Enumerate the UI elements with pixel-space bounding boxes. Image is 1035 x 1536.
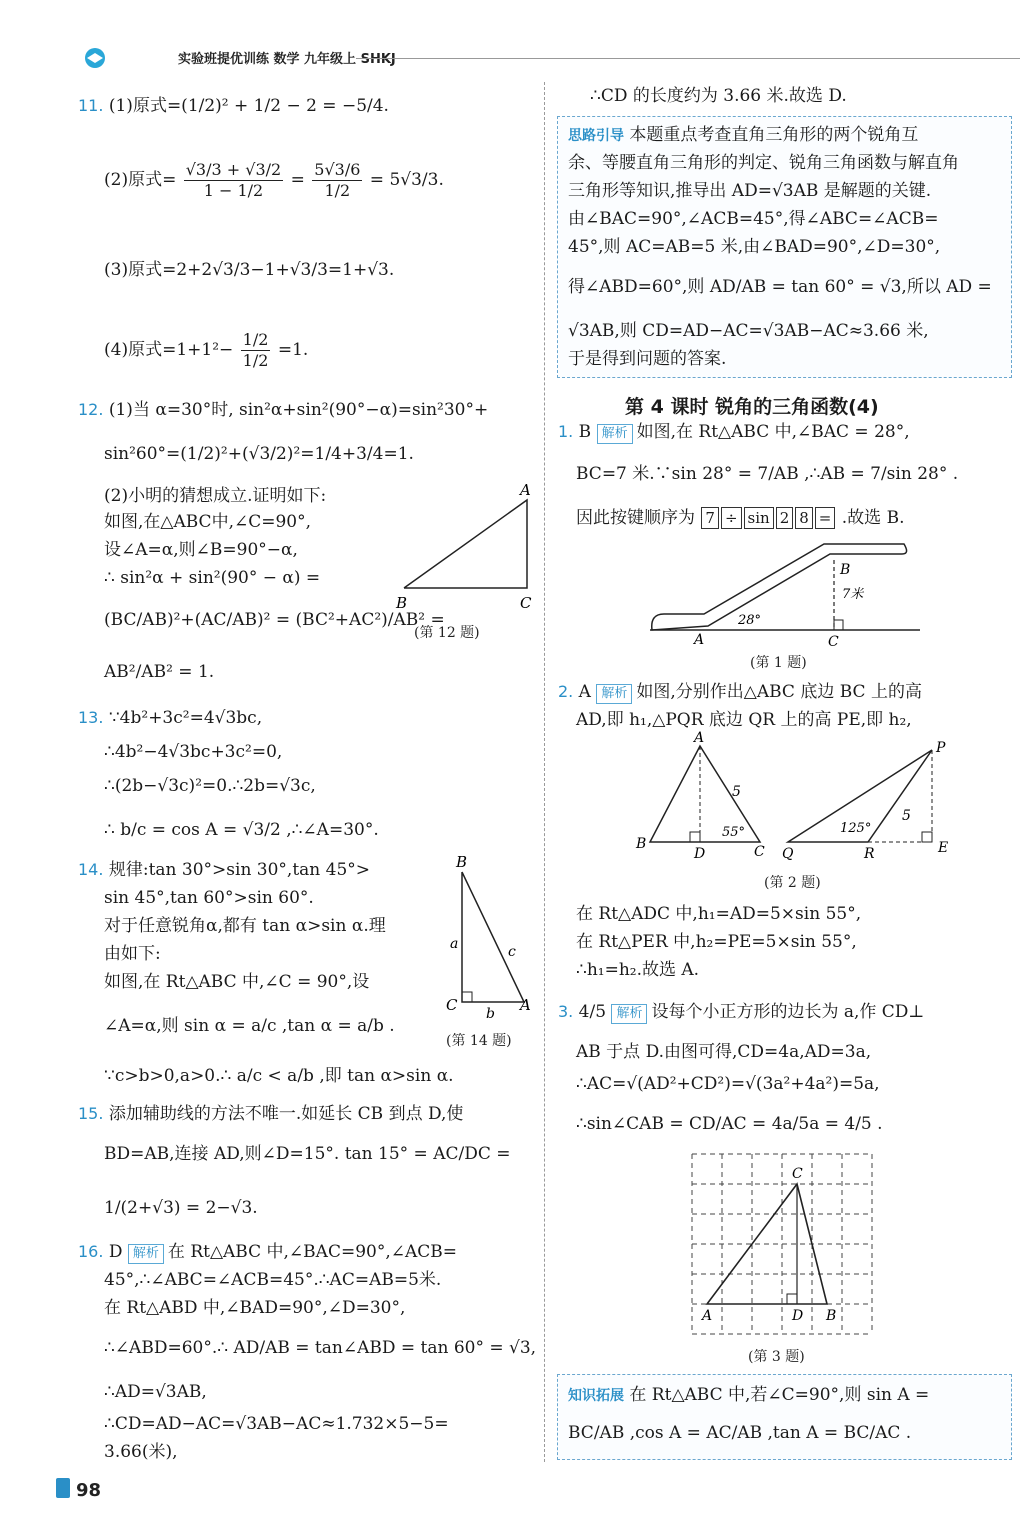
q2-caption: (第 2 题) (764, 875, 821, 891)
q12-line4: 如图,在△ABC中,∠C=90°, (104, 512, 312, 532)
q16-line2: 45°,∴∠ABC=∠ACB=45°.∴AC=AB=5米. (104, 1270, 442, 1290)
svg-text:A: A (520, 996, 531, 1014)
svg-text:b: b (486, 1006, 495, 1022)
ext-line2: BC/AB ,cos A = AC/AB ,tan A = BC/AC . (568, 1423, 912, 1443)
svg-text:B: B (456, 853, 468, 871)
svg-text:B: B (826, 1308, 837, 1324)
svg-text:7米: 7米 (842, 587, 864, 602)
svg-text:B: B (840, 562, 851, 578)
svg-text:C: C (828, 634, 839, 648)
svg-text:B: B (636, 836, 647, 852)
svg-text:5: 5 (902, 808, 911, 824)
q3-caption: (第 3 题) (748, 1349, 805, 1365)
header-rule (356, 58, 1020, 59)
svg-text:A: A (702, 1308, 713, 1324)
r-q1-line1: 1. B 解析 如图,在 Rt△ABC 中,∠BAC = 28°, (558, 422, 910, 442)
q3-grid-figure (688, 1150, 878, 1340)
svg-text:a: a (450, 936, 459, 952)
lesson-title: 第 4 课时 锐角的三角函数(4) (625, 396, 879, 418)
q16-line6: ∴CD=AD−AC=√3AB−AC≈1.732×5−5= (104, 1414, 449, 1434)
r-q2-line4: 在 Rt△PER 中,h₂=PE=5×sin 55°, (576, 932, 857, 952)
q12-line3: (2)小明的猜想成立.证明如下: (104, 486, 327, 506)
q14-line6: ∠A=α,则 sin α = a/c ,tan α = a/b . (104, 1016, 395, 1036)
q15-line1: 15. 添加辅助线的方法不唯一.如延长 CB 到点 D,使 (78, 1104, 464, 1124)
q16-line3: 在 Rt△ABD 中,∠BAD=90°,∠D=30°, (104, 1298, 406, 1318)
svg-text:B: B (396, 594, 408, 612)
svg-text:5: 5 (732, 784, 741, 800)
q11-part2: (2)原式= $\frac{√3/3 + √3/2}{1 - 1/2}$ = $\frac{5√3/6}{1/2}$ = 5√3/3. (104, 160, 444, 200)
key-2: 2 (776, 507, 794, 529)
key-equals: = (815, 507, 836, 529)
series-title: 实验班提优训练 数学 九年级上 SHKJ (178, 52, 396, 67)
hint-line3: 三角形等知识,推导出 AD=√3AB 是解题的关键. (568, 181, 932, 201)
r-q2-line1: 2. A 解析 如图,分别作出△ABC 底边 BC 上的高 (558, 682, 922, 702)
svg-text:A: A (520, 481, 531, 499)
svg-text:P: P (936, 740, 946, 756)
q1-escalator-figure (644, 534, 924, 648)
q14-triangle-figure (442, 852, 542, 1032)
page-marker-icon (56, 1478, 70, 1498)
svg-text:E: E (938, 840, 949, 856)
svg-text:C: C (446, 996, 458, 1014)
key-8: 8 (795, 507, 813, 529)
hint-line2: 余、等腰直角三角形的判定、锐角三角函数与解直角 (568, 153, 959, 173)
q11-part3: (3)原式=2+2√3/3−1+√3/3=1+√3. (104, 260, 395, 280)
page-header (60, 42, 1020, 76)
q14-line5: 如图,在 Rt△ABC 中,∠C = 90°,设 (104, 972, 370, 992)
hint-box (557, 116, 1012, 378)
column-divider (544, 82, 545, 1462)
svg-text:A: A (694, 730, 705, 746)
svg-text:C: C (520, 594, 532, 612)
r-q3-line2: AB 于点 D.由图可得,CD=4a,AD=3a, (576, 1042, 872, 1062)
svg-text:D: D (694, 846, 706, 860)
r-q3-line4: ∴sin∠CAB = CD/AC = 4a/5a = 4/5 . (576, 1114, 883, 1134)
q12-line2: sin²60°=(1/2)²+(√3/2)²=1/4+3/4=1. (104, 444, 414, 464)
q16-analysis-tag: 解析 (128, 1244, 164, 1264)
q12-line1: 12. (1)当 α=30°时, sin²α+sin²(90°−α)=sin²30°+ (78, 400, 489, 420)
hint-title: 思路引导 (568, 128, 624, 144)
svg-text:A: A (694, 632, 705, 648)
hint-line8: 于是得到问题的答案. (568, 349, 727, 369)
svg-text:125°: 125° (840, 821, 872, 836)
q13-line4: ∴ b/c = cos A = √3/2 ,∴∠A=30°. (104, 820, 379, 840)
key-7: 7 (701, 507, 719, 529)
q12-line5: 设∠A=α,则∠B=90°−α, (104, 540, 298, 560)
q12-line7: (BC/AB)²+(AC/AB)² = (BC²+AC²)/AB² = (104, 610, 445, 630)
q1-analysis-tag: 解析 (597, 424, 633, 444)
r-q1-line2: BC=7 米.∵sin 28° = 7/AB ,∴AB = 7/sin 28° . (576, 464, 959, 484)
r-top-line: ∴CD 的长度约为 3.66 米.故选 D. (590, 86, 847, 106)
extension-box (557, 1374, 1012, 1460)
q13-line1: 13. ∵4b²+3c²=4√3bc, (78, 708, 263, 728)
page-number: 98 (76, 1480, 102, 1501)
r-q2-line5: ∴h₁=h₂.故选 A. (576, 960, 700, 980)
key-sin: sin (744, 507, 774, 529)
q14-line1: 14. 规律:tan 30°>sin 30°,tan 45°> (78, 860, 371, 880)
q14-line7: ∵c>b>0,a>0.∴ a/c < a/b ,即 tan α>sin α. (104, 1066, 454, 1086)
r-q3-line3: ∴AC=√(AD²+CD²)=√(3a²+4a²)=5a, (576, 1074, 880, 1094)
svg-text:28°: 28° (738, 613, 762, 628)
q16-line7: 3.66(米), (104, 1442, 178, 1462)
q11-part4: (4)原式=1+1²− $\frac{1/2}{1/2}$ =1. (104, 330, 309, 370)
hint-line6: 得∠ABD=60°,则 AD/AB = tan 60° = √3,所以 AD = (568, 277, 992, 297)
q1-caption: (第 1 题) (750, 655, 807, 671)
key-divide: ÷ (721, 507, 742, 529)
q16-line4: ∴∠ABD=60°.∴ AD/AB = tan∠ABD = tan 60° = √3, (104, 1338, 537, 1358)
q12-line6: ∴ sin²α + sin²(90° − α) = (104, 568, 321, 588)
q13-line2: ∴4b²−4√3bc+3c²=0, (104, 742, 283, 762)
q14-line4: 由如下: (104, 944, 161, 964)
hint-line1: 思路引导 本题重点考查直角三角形的两个锐角互 (568, 125, 919, 145)
hint-line4: 由∠BAC=90°,∠ACB=45°,得∠ABC=∠ACB= (568, 209, 939, 229)
q12-triangle-figure (392, 480, 542, 620)
q3-analysis-tag: 解析 (611, 1004, 647, 1024)
q12-caption: (第 12 题) (414, 625, 480, 641)
r-q1-keys-line: 因此按键顺序为 7 ÷ sin 2 8 = .故选 B. (576, 508, 905, 528)
q15-line3: 1/(2+√3) = 2−√3. (104, 1198, 258, 1218)
q2-analysis-tag: 解析 (596, 684, 632, 704)
q14-line2: sin 45°,tan 60°>sin 60°. (104, 888, 314, 908)
svg-text:55°: 55° (722, 825, 746, 840)
q14-line3: 对于任意锐角α,都有 tan α>sin α.理 (104, 916, 386, 936)
svg-text:R: R (864, 846, 875, 860)
ext-line1: 知识拓展 在 Rt△ABC 中,若∠C=90°,则 sin A = (568, 1385, 930, 1405)
svg-text:D: D (792, 1308, 804, 1324)
svg-text:c: c (508, 944, 516, 960)
r-q2-line2: AD,即 h₁,△PQR 底边 QR 上的高 PE,即 h₂, (576, 710, 912, 730)
hint-line7: √3AB,则 CD=AD−AC=√3AB−AC≈3.66 米, (568, 321, 929, 341)
r-q2-line3: 在 Rt△ADC 中,h₁=AD=5×sin 55°, (576, 904, 862, 924)
book-logo-icon (82, 46, 108, 70)
hint-line5: 45°,则 AC=AB=5 米,由∠BAD=90°,∠D=30°, (568, 237, 941, 257)
svg-text:C: C (792, 1166, 803, 1182)
svg-text:Q: Q (782, 846, 794, 860)
q15-line2: BD=AB,连接 AD,则∠D=15°. tan 15° = AC/DC = (104, 1144, 511, 1164)
q12-line8: AB²/AB² = 1. (104, 662, 215, 682)
ext-title: 知识拓展 (568, 1388, 624, 1404)
q16-line1: 16. D 解析 在 Rt△ABC 中,∠BAC=90°,∠ACB= (78, 1242, 457, 1262)
q11-part1: 11. (1)原式=(1/2)² + 1/2 − 2 = −5/4. (78, 96, 389, 116)
q14-caption: (第 14 题) (446, 1033, 512, 1049)
q2-triangles-figure (630, 730, 960, 860)
q16-line5: ∴AD=√3AB, (104, 1382, 207, 1402)
q13-line3: ∴(2b−√3c)²=0.∴2b=√3c, (104, 776, 316, 796)
svg-text:C: C (754, 844, 765, 860)
r-q3-line1: 3. 4/5 解析 设每个小正方形的边长为 a,作 CD⊥ (558, 1002, 925, 1022)
